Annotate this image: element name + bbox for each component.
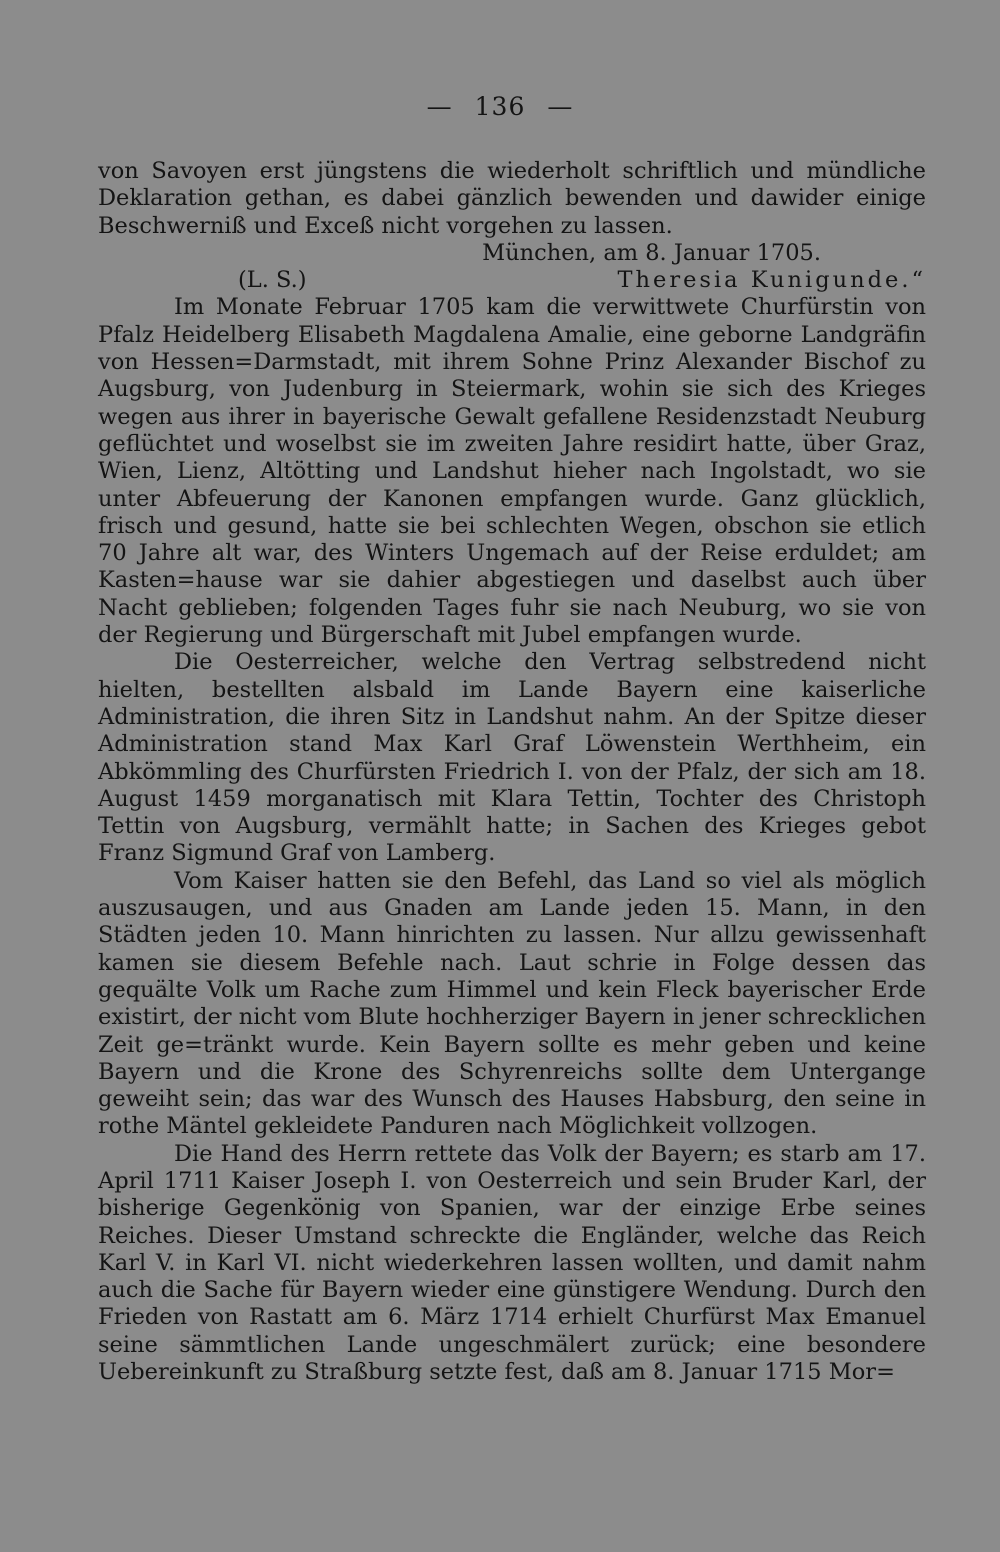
page-header	[0, 92, 1000, 122]
signature-name: Theresia Kunigunde.“	[617, 267, 926, 294]
paragraph-rescue: Die Hand des Herrn rettete das Volk der Bayern; es starb am 17. April 1711 Kaiser Joseph I. von Oesterreich und sein Bruder Karl, der bisherige Gegenkönig von Spanien, war der einzige Erbe seines Reiches. Dieser Umstand schreckte die Engländer, welche das Reich Karl V. in Karl VI. nicht wiederkehren lassen wollten, und damit nahm auch die Sache für Bayern wieder eine günstigere Wendung. Durch den Frieden von Rastatt am 6. März 1714 erhielt Churfürst Max Emanuel seine sämmtlichen Lande ungeschmälert zurück; eine besondere Uebereinkunft zu Straßburg setzte fest, daß am 8. Januar 1715 Mor=	[98, 1140, 926, 1386]
body-text	[98, 158, 926, 1386]
page-number: 136	[474, 92, 526, 121]
paragraph-emperor-command: Vom Kaiser hatten sie den Befehl, das Land so viel als möglich auszusaugen, und aus Gnaden am Lande jeden 15. Mann, in den Städten jeden 10. Mann hinrichten zu lassen. Nur allzu gewissenhaft kamen sie diesem Befehle nach. Laut schrie in Folge dessen das gequälte Volk um Rache zum Himmel und kein Fleck bayerischer Erde existirt, der nicht vom Blute hochherziger Bayern in jener schrecklichen Zeit ge=tränkt wurde. Kein Bayern sollte es mehr geben und keine Bayern und die Krone des Schyrenreichs sollte dem Untergange geweiht sein; das war des Wunsch des Hauses Habsburg, den seine in rothe Mäntel gekleidete Panduren nach Möglichkeit vollzogen.	[98, 867, 926, 1140]
header-dash-left: —	[426, 92, 453, 121]
header-dash-right: —	[547, 92, 574, 121]
place-date-line: München, am 8. Januar 1705.	[482, 239, 821, 266]
paragraph-austrian-administration: Die Oesterreicher, welche den Vertrag selbstredend nicht hielten, bestellten alsbald im Lande Bayern eine kaiserliche Administration, die ihren Sitz in Landshut nahm. An der Spitze dieser Administration stand Max Karl Graf Löwenstein Werthheim, ein Abkömmling des Churfürsten Friedrich I. von der Pfalz, der sich am 18. August 1459 morganatisch mit Klara Tettin, Tochter des Christoph Tettin von Augsburg, vermählt hatte; in Sachen des Krieges gebot Franz Sigmund Graf von Lamberg.	[98, 649, 926, 867]
paragraph-decree-end: von Savoyen erst jüngstens die wiederholt schriftlich und mündliche Deklaration gethan, es dabei gänzlich bewenden und dawider einige Beschwerniß und Exceß nicht vorgehen zu lassen.	[98, 158, 926, 239]
signature-line	[98, 267, 926, 294]
seal-mark: (L. S.)	[238, 267, 307, 294]
paragraph-electress-journey: Im Monate Februar 1705 kam die verwittwete Churfürstin von Pfalz Heidelberg Elisabeth Magdalena Amalie, eine geborne Landgräfin von Hessen=Darmstadt, mit ihrem Sohne Prinz Alexander Bischof zu Augsburg, von Judenburg in Steiermark, wohin sie sich des Krieges wegen aus ihrer in bayerische Gewalt gefallene Residenzstadt Neuburg geflüchtet und woselbst sie im zweiten Jahre residirt hatte, über Graz, Wien, Lienz, Altötting und Landshut hieher nach Ingolstadt, wo sie unter Abfeuerung der Kanonen empfangen wurde. Ganz glücklich, frisch und gesund, hatte sie bei schlechten Wegen, obschon sie etlich 70 Jahre alt war, des Winters Ungemach auf der Reise erduldet; am Kasten=hause war sie dahier abgestiegen und daselbst auch über Nacht geblieben; folgenden Tages fuhr sie nach Neuburg, wo sie von der Regierung und Bürgerschaft mit Jubel empfangen wurde.	[98, 294, 926, 649]
